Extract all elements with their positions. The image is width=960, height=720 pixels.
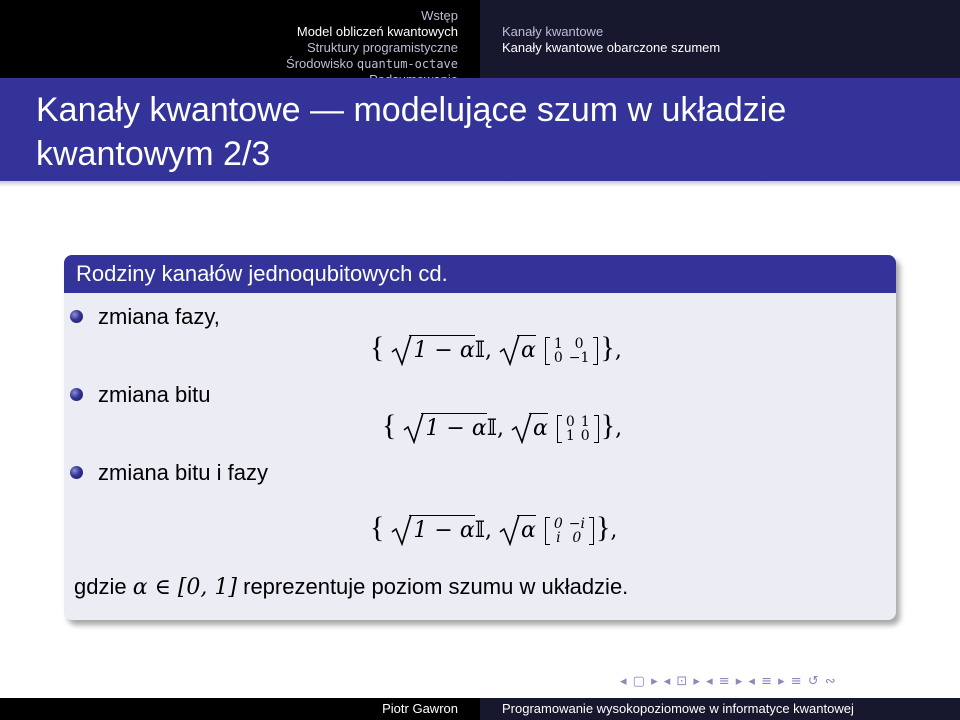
section-list (286, 8, 458, 88)
nav-section-srodowisko[interactable] (286, 56, 458, 72)
sqrt-argument: 1 − α (413, 518, 475, 543)
sqrt-argument: α (520, 518, 536, 543)
sqrt-icon (511, 412, 533, 444)
footnote-suffix: reprezentuje poziom szumu w układzie. (237, 574, 629, 599)
sqrt-bar (409, 515, 474, 516)
sqrt-argument: 1 − α (413, 338, 475, 363)
formula-bit-phase-flip (370, 511, 617, 545)
formula-trailing-comma: , (614, 338, 622, 363)
formula-trailing-comma: , (610, 518, 618, 543)
sqrt-expression (499, 518, 536, 543)
pauli-y-matrix (545, 517, 594, 545)
formula-brace-open: { (382, 409, 397, 442)
block-title: Rodziny kanałów jednoqubitowych cd. (76, 261, 448, 286)
sqrt-argument: α (520, 338, 536, 363)
sqrt-expression (499, 338, 536, 363)
sqrt-bar (409, 335, 474, 336)
sqrt-argument: 1 − α (425, 416, 487, 441)
block-footnote (74, 573, 628, 602)
sqrt-icon (391, 514, 413, 546)
sqrt-bar (529, 413, 548, 414)
sqrt-argument: α (532, 416, 548, 441)
frame-title-shadow (0, 181, 960, 187)
list-item-label: zmiana bitu i fazy (98, 460, 268, 485)
sqrt-expression (391, 338, 474, 363)
list-item-bit-flip (98, 381, 211, 409)
list-item-label: zmiana fazy, (98, 304, 220, 329)
matrix-cell: 0 (553, 350, 563, 366)
formula-trailing-comma: , (615, 416, 623, 441)
sqrt-expression (511, 416, 548, 441)
bullet-icon (70, 310, 83, 323)
beamer-navigation-icons[interactable]: ◂ ▢ ▸ ◂ ⊡ ▸ ◂ ≡ ▸ ◂ ≡ ▸ ≡ ↺ ∾ (620, 674, 837, 689)
footer (0, 698, 960, 720)
sqrt-bar (517, 335, 536, 336)
matrix-cell: 0 (572, 530, 582, 546)
identity-symbol: 𝕀 (486, 416, 497, 441)
matrix-cell: −i (568, 516, 585, 532)
sqrt-bar (421, 413, 486, 414)
matrix-cell: 0 (553, 516, 563, 532)
formula-comma: , (484, 518, 492, 543)
nav-subsection-kanaly[interactable]: Kanały kwantowe (502, 24, 604, 39)
footer-author: Piotr Gawron (382, 701, 458, 716)
matrix-cell: −1 (568, 350, 590, 366)
formula-brace-open: { (370, 331, 385, 364)
formula-comma: , (484, 338, 492, 363)
formula-brace-close: } (600, 409, 616, 442)
list-item-label: zmiana bitu (98, 382, 211, 407)
footer-title: Programowanie wysokopoziomowe w informatyce kwantowej (502, 701, 854, 716)
sqrt-icon (499, 334, 521, 366)
section-navigation (0, 0, 480, 78)
bullet-icon (70, 466, 83, 479)
formula-phase-flip (370, 331, 622, 365)
matrix-cell: 1 (553, 336, 563, 352)
subsection-navigation (480, 0, 960, 78)
sqrt-bar (517, 515, 536, 516)
sqrt-icon (403, 412, 425, 444)
nav-section-srodowisko-mono: quantum-octave (356, 57, 458, 71)
matrix-cell: 1 (565, 428, 575, 444)
block-header (64, 255, 896, 293)
frame-title: Kanały kwantowe — modelujące szum w układzie kwantowym 2/3 (36, 91, 787, 173)
nav-subsection-szum[interactable]: Kanały kwantowe obarczone szumem (502, 40, 721, 55)
matrix-cell: i (556, 530, 561, 546)
footer-right (480, 698, 960, 720)
list-item-bit-phase-flip (98, 459, 268, 487)
matrix-cell: 1 (580, 414, 590, 430)
matrix-cell: 0 (574, 336, 584, 352)
nav-section-model[interactable]: Model obliczeń kwantowych (296, 24, 458, 39)
frame-title-bar (0, 78, 960, 181)
matrix-cell: 0 (565, 414, 575, 430)
identity-symbol: 𝕀 (474, 338, 485, 363)
pauli-z-matrix (545, 337, 599, 365)
footer-left (0, 698, 480, 720)
nav-section-srodowisko-prefix: Środowisko (286, 56, 357, 71)
subsection-list (502, 24, 720, 56)
header-navigation (0, 0, 960, 78)
formula-brace-close: } (600, 331, 615, 364)
pauli-x-matrix (557, 415, 599, 443)
sqrt-expression (403, 416, 486, 441)
footnote-prefix: gdzie (74, 574, 133, 599)
list-item-phase-flip (98, 303, 220, 331)
sqrt-icon (499, 514, 521, 546)
content-block (64, 255, 896, 620)
nav-section-wstep[interactable]: Wstęp (421, 8, 458, 23)
nav-section-struktury[interactable]: Struktury programistyczne (307, 40, 458, 55)
matrix-cell: 0 (580, 428, 590, 444)
sqrt-icon (391, 334, 413, 366)
bullet-icon (70, 388, 83, 401)
sqrt-expression (391, 518, 474, 543)
formula-comma: , (496, 416, 504, 441)
formula-brace-open: { (370, 511, 385, 544)
formula-brace-close: } (595, 511, 611, 544)
identity-symbol: 𝕀 (474, 518, 485, 543)
footnote-math: α ∈ [0, 1] (132, 575, 237, 600)
formula-bit-flip (382, 409, 622, 443)
